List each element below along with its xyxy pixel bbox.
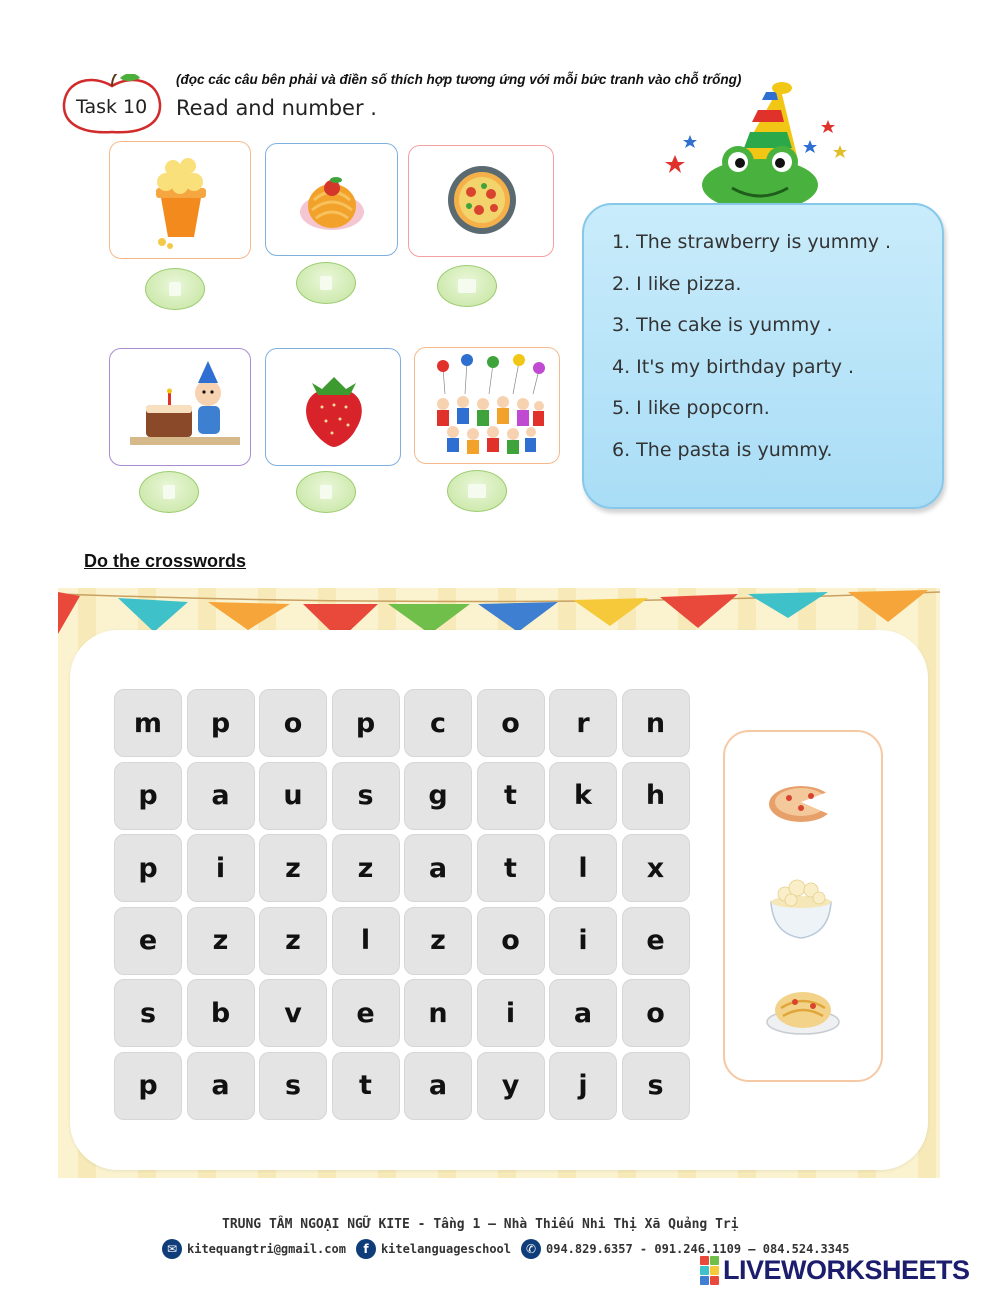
grid-cell[interactable]: m: [114, 689, 182, 757]
grid-cell[interactable]: l: [332, 907, 400, 975]
grid-cell[interactable]: e: [622, 907, 690, 975]
grid-cell[interactable]: e: [332, 979, 400, 1047]
grid-cell[interactable]: o: [622, 979, 690, 1047]
picture-card-birthday-party: [414, 347, 560, 464]
footer-email[interactable]: kitequangtri@gmail.com: [187, 1242, 346, 1256]
answer-blank-6[interactable]: [447, 470, 507, 512]
task-badge: [62, 74, 162, 136]
grid-cell[interactable]: k: [549, 762, 617, 830]
birthday-party-icon: [415, 348, 561, 465]
grid-cell[interactable]: a: [549, 979, 617, 1047]
pizza-icon: [409, 146, 555, 258]
grid-cell[interactable]: c: [404, 689, 472, 757]
grid-cell[interactable]: n: [622, 689, 690, 757]
popcorn-icon: [771, 880, 831, 938]
instruction-vietnamese: (đọc các câu bên phải và điền số thích hợp tương ứng với mỗi bức tranh vào chỗ trống): [176, 72, 742, 87]
grid-cell[interactable]: a: [404, 834, 472, 902]
grid-cell[interactable]: p: [114, 834, 182, 902]
sentence-list: [612, 227, 891, 476]
task-label: Task 10: [76, 96, 148, 118]
grid-cell[interactable]: v: [259, 979, 327, 1047]
instruction-english: Read and number .: [176, 96, 377, 120]
grid-cell[interactable]: t: [477, 834, 545, 902]
answer-blank-3[interactable]: [437, 265, 497, 307]
party-frog-icon: [650, 80, 850, 210]
pizza-icon: [769, 786, 833, 822]
strawberry-icon: [266, 349, 402, 467]
grid-cell[interactable]: o: [259, 689, 327, 757]
sentences-box: [582, 203, 944, 509]
grid-cell[interactable]: z: [404, 907, 472, 975]
grid-cell[interactable]: n: [404, 979, 472, 1047]
crossword-title: Do the crosswords: [84, 551, 247, 571]
grid-cell[interactable]: e: [114, 907, 182, 975]
brand-logo-icon: [700, 1256, 719, 1285]
grid-cell[interactable]: z: [187, 907, 255, 975]
grid-cell[interactable]: z: [259, 834, 327, 902]
grid-cell[interactable]: a: [187, 762, 255, 830]
grid-cell[interactable]: a: [187, 1052, 255, 1120]
answer-blank-1[interactable]: [145, 268, 205, 310]
grid-cell[interactable]: i: [187, 834, 255, 902]
picture-card-popcorn: [109, 141, 251, 259]
grid-cell[interactable]: y: [477, 1052, 545, 1120]
picture-card-pasta: [265, 143, 398, 256]
sentence-2: 2. I like pizza.: [612, 272, 742, 295]
grid-cell[interactable]: t: [477, 762, 545, 830]
footer-phones: 094.829.6357 - 091.246.1109 – 084.524.3345: [546, 1242, 850, 1256]
popcorn-icon: [110, 142, 252, 260]
grid-cell[interactable]: i: [549, 907, 617, 975]
grid-cell[interactable]: p: [114, 762, 182, 830]
picture-card-pizza: [408, 145, 554, 257]
grid-cell[interactable]: s: [332, 762, 400, 830]
liveworksheets-brand[interactable]: [700, 1255, 970, 1285]
answer-blank-5[interactable]: [296, 471, 356, 513]
sentence-4: 4. It's my birthday party .: [612, 355, 855, 378]
grid-cell[interactable]: p: [114, 1052, 182, 1120]
facebook-icon: f: [356, 1239, 376, 1259]
grid-cell[interactable]: j: [549, 1052, 617, 1120]
footer-facebook[interactable]: kitelanguageschool: [380, 1242, 511, 1256]
grid-cell[interactable]: s: [114, 979, 182, 1047]
grid-cell[interactable]: s: [622, 1052, 690, 1120]
grid-cell[interactable]: b: [187, 979, 255, 1047]
grid-cell[interactable]: h: [622, 762, 690, 830]
grid-cell[interactable]: x: [622, 834, 690, 902]
grid-cell[interactable]: s: [259, 1052, 327, 1120]
answer-blank-4[interactable]: [139, 471, 199, 513]
grid-cell[interactable]: p: [187, 689, 255, 757]
birthday-cake-icon: [110, 349, 252, 467]
letter-grid: [114, 689, 690, 1120]
pasta-icon: [767, 992, 839, 1034]
grid-cell[interactable]: i: [477, 979, 545, 1047]
picture-card-birthday-cake: [109, 348, 251, 466]
sentence-6: 6. The pasta is yummy.: [612, 438, 833, 461]
sentence-5: 5. I like popcorn.: [612, 397, 770, 419]
grid-cell[interactable]: r: [549, 689, 617, 757]
word-pictures: [725, 732, 885, 1084]
grid-cell[interactable]: t: [332, 1052, 400, 1120]
answer-blank-2[interactable]: [296, 262, 356, 304]
grid-cell[interactable]: o: [477, 689, 545, 757]
word-picture-box: [723, 730, 883, 1082]
grid-cell[interactable]: g: [404, 762, 472, 830]
email-icon: ✉: [162, 1239, 182, 1259]
grid-cell[interactable]: l: [549, 834, 617, 902]
sentence-3: 3. The cake is yummy .: [612, 314, 833, 336]
grid-cell[interactable]: z: [332, 834, 400, 902]
grid-cell[interactable]: a: [404, 1052, 472, 1120]
grid-cell[interactable]: p: [332, 689, 400, 757]
grid-cell[interactable]: o: [477, 907, 545, 975]
pasta-icon: [266, 144, 399, 257]
grid-cell[interactable]: z: [259, 907, 327, 975]
brand-text: LIVEWORKSHEETS: [723, 1254, 970, 1285]
picture-card-strawberry: [265, 348, 401, 466]
phone-icon: ✆: [521, 1239, 541, 1259]
footer-center-info: TRUNG TÂM NGOẠI NGỮ KITE - Tầng 1 – Nhà Thiếu Nhi Thị Xã Quảng Trị: [222, 1217, 739, 1232]
grid-cell[interactable]: u: [259, 762, 327, 830]
sentence-1: 1. The strawberry is yummy .: [612, 231, 892, 253]
